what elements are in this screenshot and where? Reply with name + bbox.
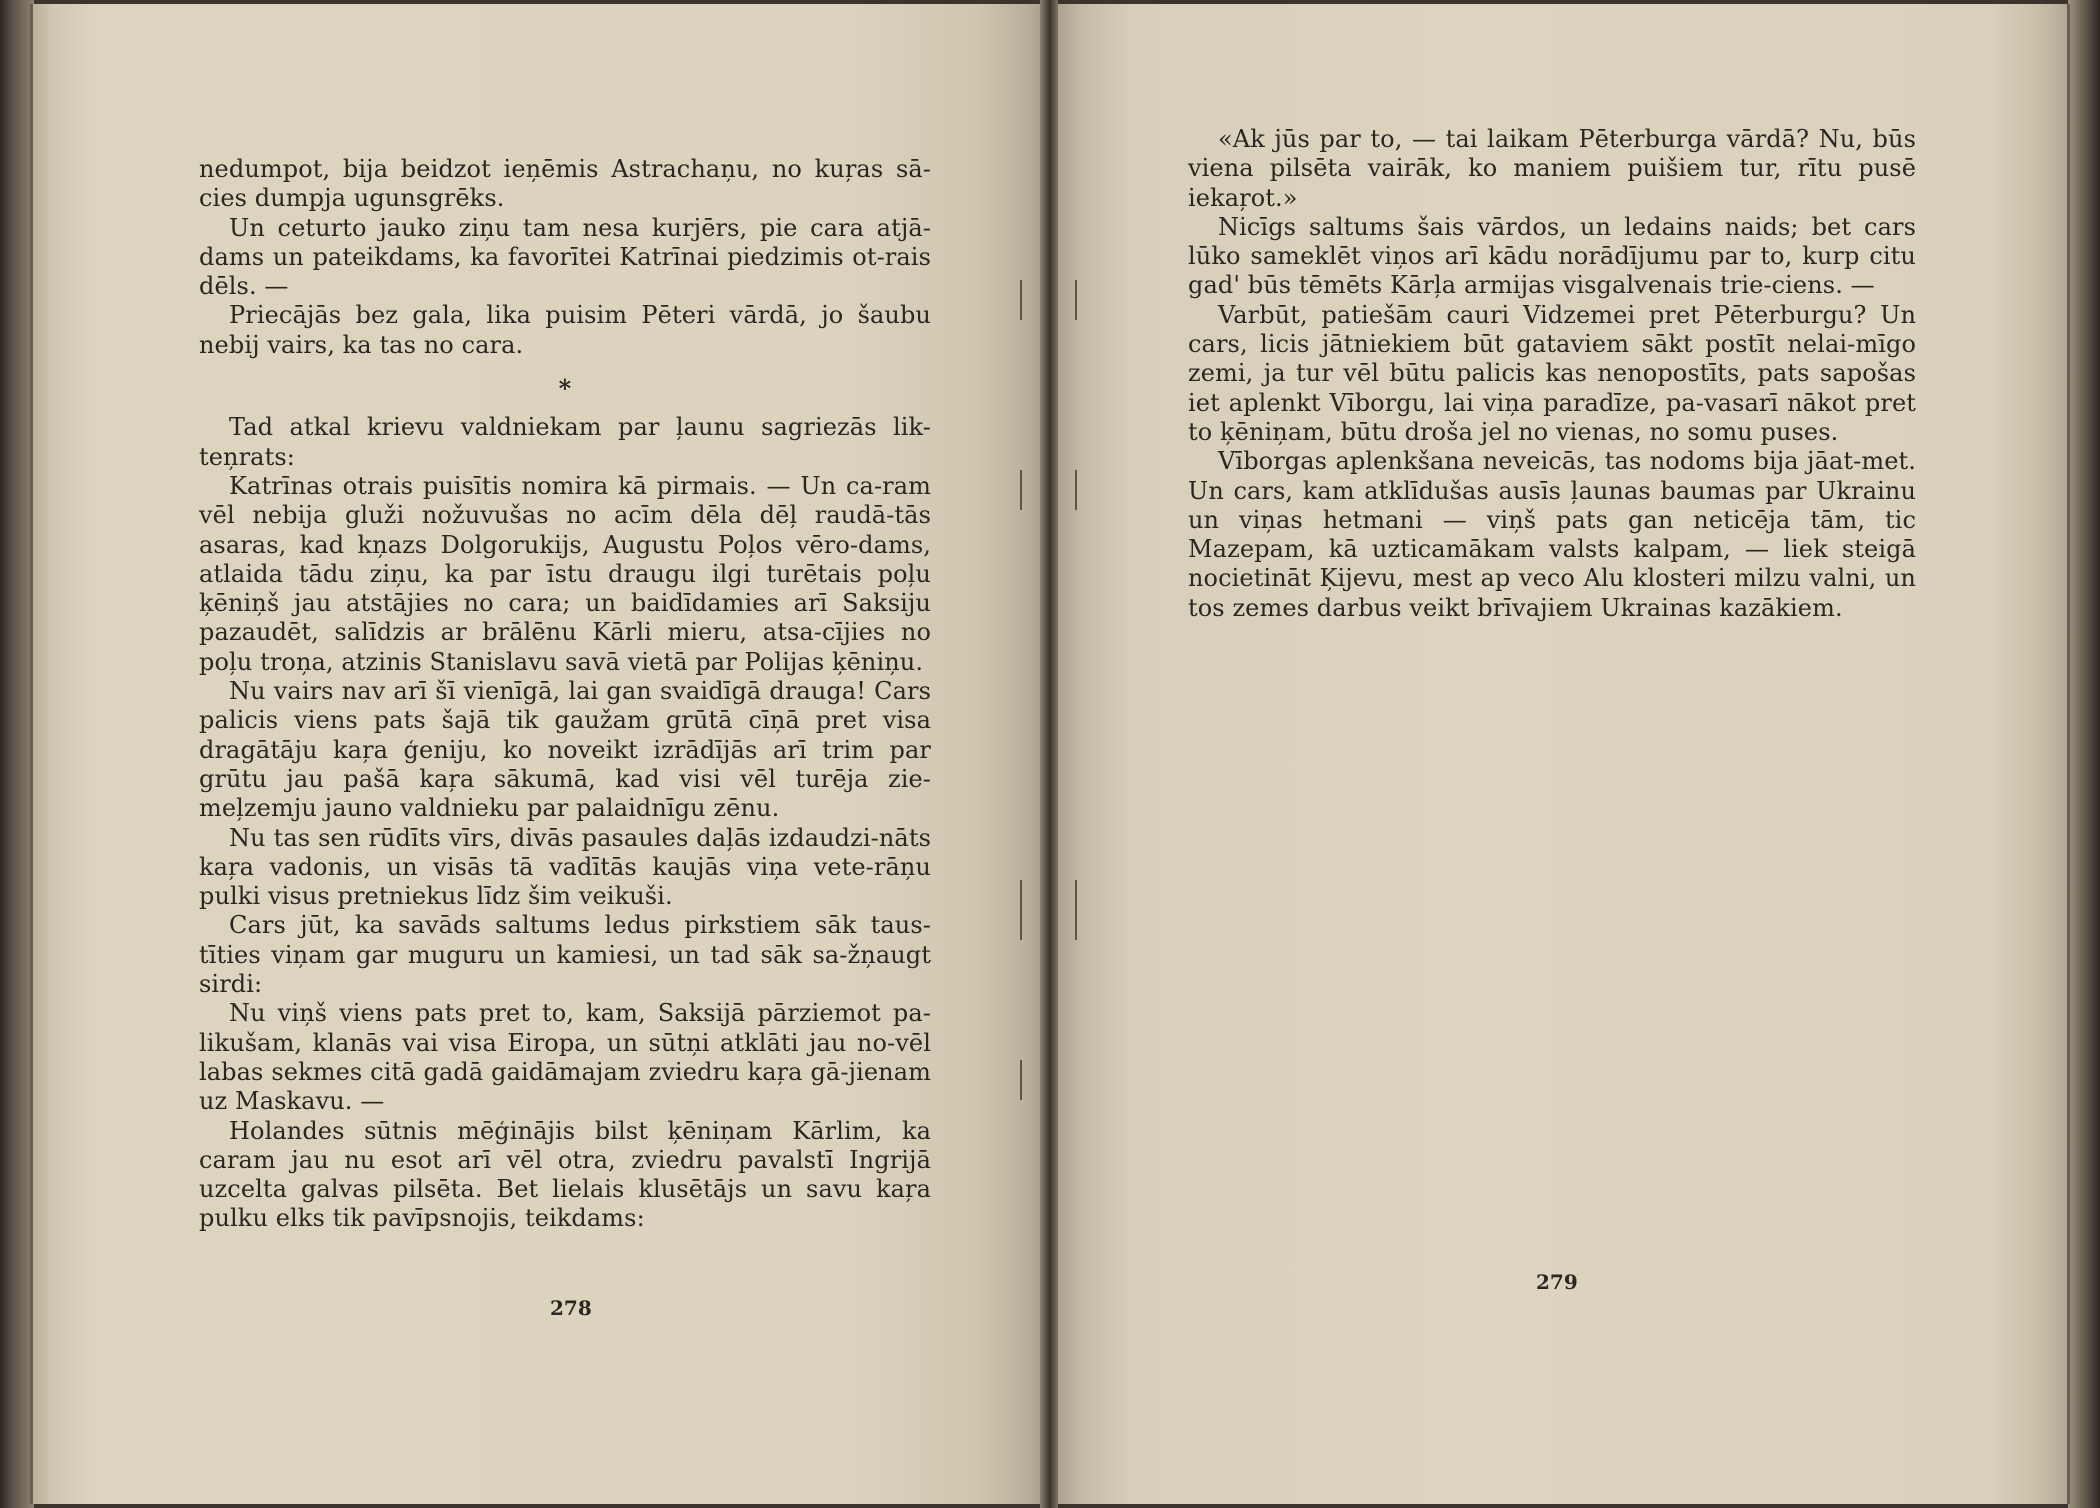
page-number-right: 279 [1536,1270,1578,1294]
section-separator: * [558,374,572,404]
paragraph: Tad atkal krievu valdniekam par ļaunu sagriezās lik-teņrats: [199,413,931,471]
paragraph: Nu tas sen rūdīts vīrs, divās pasaules daļās izdaudzi-nāts kaŗa vadonis, un visās tā vadītās kaujās viņa vete-rāņu pulki visus pretniekus līdz šim veikuši. [199,823,931,911]
paragraph: Holandes sūtnis mēģinājis bilst ķēniņam Kārlim, ka caram jau nu esot arī vēl otra, zviedru pavalstī Ingrijā uzcelta galvas pilsēta. Bet lielais klusētājs un savu kaŗa pulku elks tik pavīpsnojis, teikdams: [199,1116,931,1233]
paragraph: Priecājās bez gala, lika puisim Pēteri vārdā, jo šaubu nebij vairs, ka tas no cara. [199,301,931,359]
right-page-text [1188,125,1916,623]
paragraph: Nicīgs saltums šais vārdos, un ledains naids; bet cars lūko sameklēt viņos arī kādu norādījumu par to, kurp citu gad' būs tēmēts Kārļa armijas visgalvenais trie-ciens. — [1188,212,1916,300]
book-edge-right [2068,0,2100,1508]
binding-thread [1020,880,1022,940]
book-gutter [1040,0,1058,1508]
paragraph: Cars jūt, ka savāds saltums ledus pirkstiem sāk taus-tīties viņam gar muguru un kamiesi, un tad sāk sa-žņaugt sirdi: [199,911,931,999]
page-number-left: 278 [550,1296,592,1320]
paragraph: Vīborgas aplenkšana neveicās, tas nodoms bija jāat-met. Un cars, kam atklīdušas ausīs ļaunas baumas par Ukrainu un viņas hetmani — viņš pats gan neticēja tām, tic Mazepam, kā uzticamākam valsts kalpam, — liek steigā nocietināt Ķijevu, mest ap veco Alu klosteri milzu valni, un tos zemes darbus veikt brīvajiem Ukrainas kazākiem. [1188,447,1916,622]
binding-thread [1020,1060,1022,1100]
binding-thread [1075,280,1077,320]
paragraph: Nu vairs nav arī šī vienīgā, lai gan svaidīgā drauga! Cars palicis viens pats šajā tik gaužam grūtā cīņā pret visa dragātāju kaŗa ģeniju, ko noveikt izrādījās arī trim par grūtu jau pašā kaŗa sākumā, kad visi vēl turēja zie-meļzemju jauno valdnieku par palaidnīgu zēnu. [199,677,931,823]
binding-thread [1075,470,1077,510]
binding-thread [1020,280,1022,320]
paragraph: Un ceturto jauko ziņu tam nesa kurjērs, pie cara atjā-dams un pateikdams, ka favorītei Katrīnai piedzimis ot-rais dēls. — [199,213,931,301]
binding-thread [1020,470,1022,510]
left-page-text [199,155,931,1234]
paragraph: Nu viņš viens pats pret to, kam, Saksijā pārziemot pa-likušam, klanās vai visa Eiropa, un sūtņi atklāti jau no-vēl labas sekmes citā gadā gaidāmajam zviedru kaŗa gā-jienam uz Maskavu. — [199,999,931,1116]
paragraph: «Ak jūs par to, — tai laikam Pēterburga vārdā? Nu, būs viena pilsēta vairāk, ko maniem puišiem tur, rītu pusē iekaŗot.» [1188,125,1916,212]
book-edge-left [0,0,34,1508]
paragraph: Varbūt, patiešām cauri Vidzemei pret Pēterburgu? Un cars, licis jātniekiem būt gataviem sākt postīt nelai-mīgo zemi, ja tur vēl būtu palicis kas nenopostīts, pats sapošas iet aplenkt Vīborgu, lai viņa paradīze, pa-vasarī nākot pret to ķēniņam, būtu droša jel no vienas, no somu puses. [1188,300,1916,446]
paragraph: Katrīnas otrais puisītis nomira kā pirmais. — Un ca-ram vēl nebija gluži nožuvušas no acīm dēla dēļ raudā-tās asaras, kad kņazs Dolgorukijs, Augustu Poļos vēro-dams, atlaida tādu ziņu, ka par īstu draugu ilgi turētais poļu ķēniņš jau atstājies no cara; un baidīdamies arī Saksiju pazaudēt, salīdzis ar brālēnu Kārli mieru, atsa-cījies no poļu troņa, atzinis Stanislavu savā vietā par Polijas ķēniņu. [199,471,931,676]
paragraph: nedumpot, bija beidzot ieņēmis Astrachaņu, no kuŗas sā-cies dumpja ugunsgrēks. [199,155,931,213]
binding-thread [1075,880,1077,940]
